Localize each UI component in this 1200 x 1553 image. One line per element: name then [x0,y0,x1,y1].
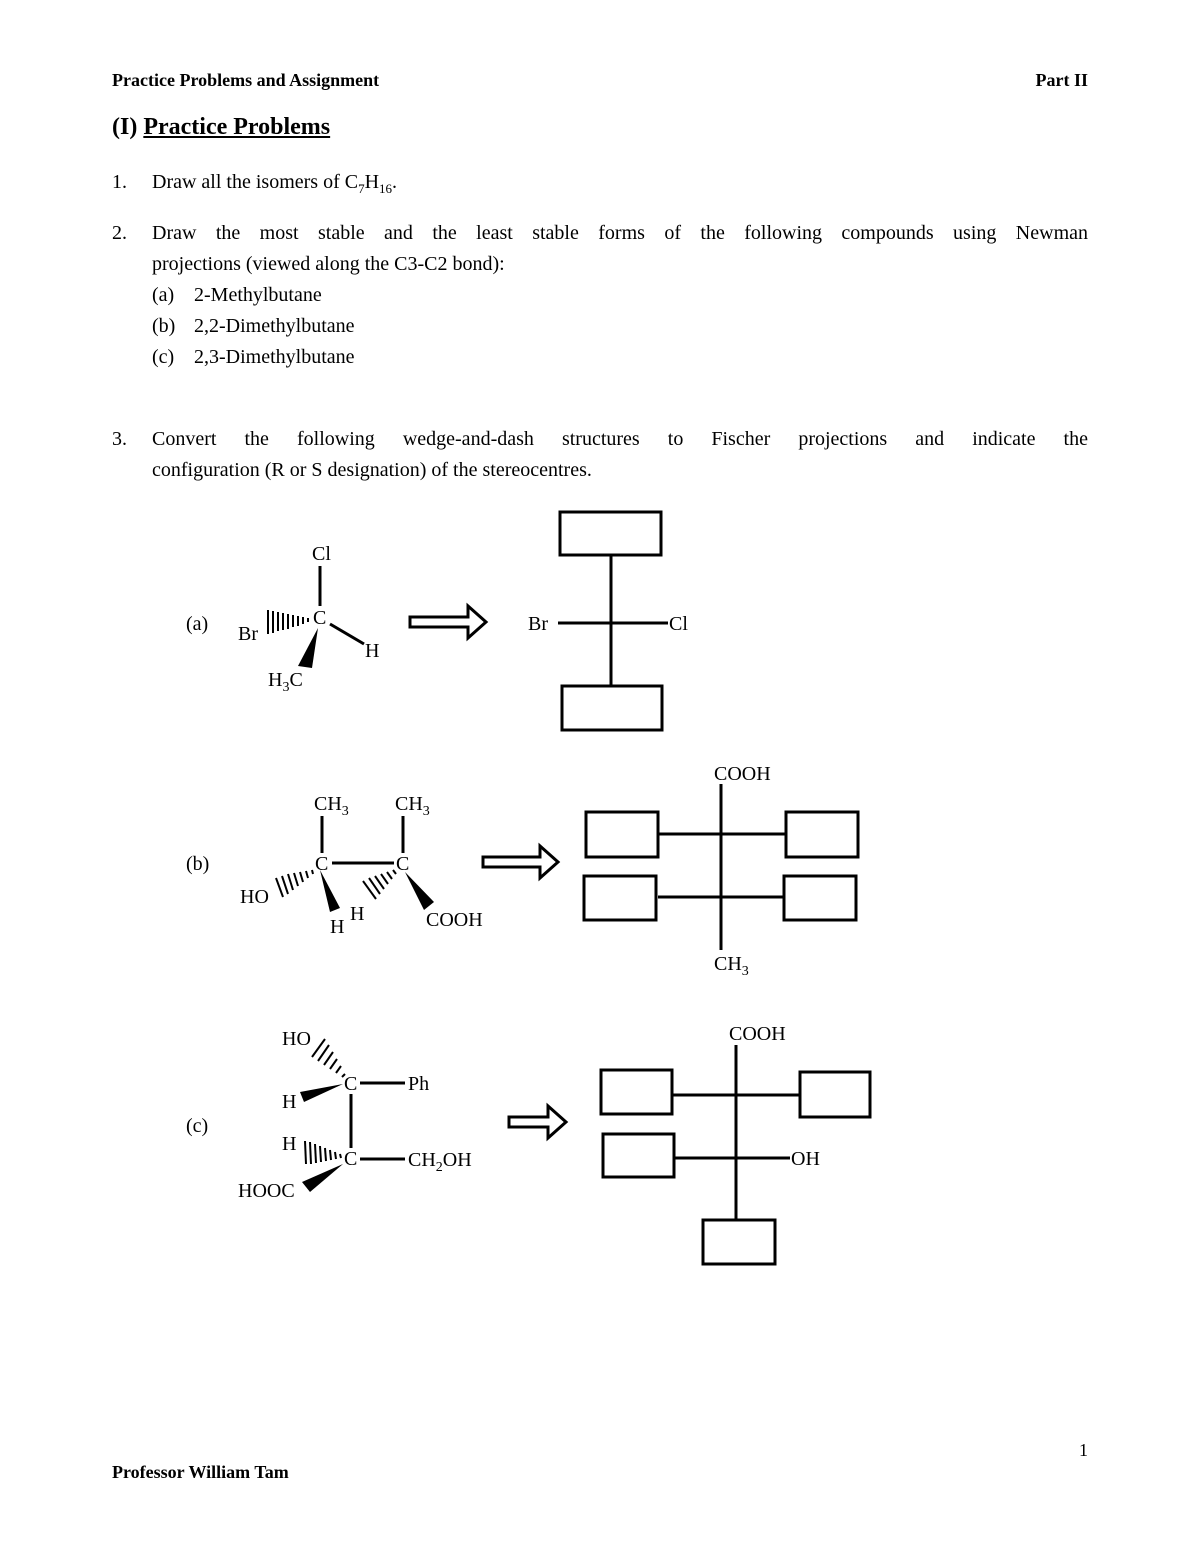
structure-b [186,763,858,979]
problem-text: Draw the most stable and the least stable forms of the following compounds using Newman projections (viewed along the C3-C2 bond): [152,222,1088,275]
fischer-cl: Cl [669,613,688,635]
footer-author: Professor William Tam [112,1462,289,1482]
atom-c2: C [396,853,410,875]
section-title: Practice Problems [143,114,331,140]
problem-number: 1. [112,171,127,193]
problem-text: Draw all the isomers of $C_7H_{16}$. [152,171,398,196]
hashed-bond-ho [312,1039,345,1077]
hashed-bond-h-bottom [305,1141,341,1164]
section-heading [112,114,330,141]
atom-c2: C [344,1148,358,1170]
answer-box[interactable] [562,686,662,730]
atom-h-top: H [282,1091,297,1113]
arrow-icon [509,1106,566,1138]
atom-br: Br [238,623,258,645]
answer-box[interactable] [584,876,656,920]
atom-c: C [313,607,327,629]
problem-2-part-b: (b) 2,2-Dimethylbutane [152,315,355,337]
section-label: (I) [112,114,138,140]
group-ch3-right: $CH_3$ [395,793,430,819]
group-h3c: $H_3C$ [268,669,303,695]
answer-box[interactable] [560,512,661,555]
answer-box[interactable] [800,1072,870,1117]
structure-a [186,512,688,730]
structures-diagram [0,500,1200,1300]
atom-h: H [365,640,380,662]
answer-box[interactable] [603,1134,674,1177]
header-title: Practice Problems and Assignment [112,70,380,90]
problem-2-part-a: (a) 2-Methylbutane [152,284,322,306]
group-hooc: HOOC [238,1180,295,1202]
group-cooh: COOH [426,909,483,931]
answer-box[interactable] [786,812,858,857]
answer-box[interactable] [784,876,856,920]
atom-c1: C [344,1073,358,1095]
fischer-top: COOH [714,763,771,785]
problem-2-part-c: (c) 2,3-Dimethylbutane [152,346,355,368]
fischer-bottom: $CH_3$ [714,953,749,979]
wedge-bond-h1 [320,870,340,912]
fischer-br: Br [528,613,548,635]
group-ch2oh: $CH_2OH$ [408,1149,472,1175]
atom-h2: H [350,903,365,925]
wedge-bond-hooc [302,1164,343,1192]
wedge-bond-h-top [300,1084,343,1102]
problem-number: 2. [112,222,127,244]
wedge-bond-cooh [405,872,434,910]
wedge-bond-h3c [298,628,318,668]
answer-box[interactable] [601,1070,672,1114]
answer-box[interactable] [586,812,658,857]
atom-c1: C [315,853,329,875]
fischer-oh: OH [791,1148,820,1170]
atom-cl: Cl [312,543,331,565]
atom-ho: HO [240,886,269,908]
page-number: 1 [1079,1440,1088,1460]
structure-c [186,1023,870,1264]
arrow-icon [483,846,558,878]
atom-h-bottom: H [282,1133,297,1155]
hashed-bond-ho [276,870,313,897]
fischer-top: COOH [729,1023,786,1045]
arrow-icon [410,606,486,638]
group-ch3-left: $CH_3$ [314,793,349,819]
label-c: (c) [186,1115,209,1137]
problem-3 [0,424,1200,494]
label-a: (a) [186,613,209,635]
hashed-bond-h2 [363,870,396,899]
header-part: Part II [1035,70,1088,90]
group-ph: Ph [408,1073,430,1095]
atom-ho: HO [282,1028,311,1050]
answer-box[interactable] [703,1220,775,1264]
problem-text: Convert the following wedge-and-dash structures to Fischer projections and indicate the configuration (R or S designation) of the stereocentres. [152,428,1088,481]
bond-c-h [330,624,364,644]
hashed-bond-br [268,610,308,634]
label-b: (b) [186,853,210,875]
problem-number: 3. [112,428,127,450]
atom-h1: H [330,916,345,938]
